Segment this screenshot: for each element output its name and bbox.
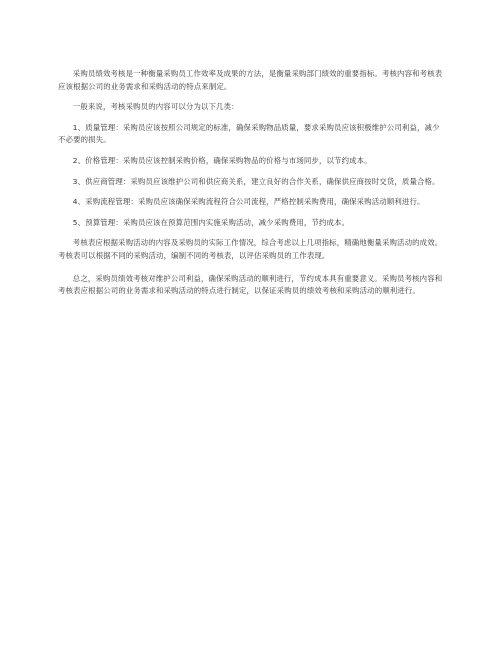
- intro-paragraph: 采购员绩效考核是一种衡量采购员工作效率及成果的方法，是衡量采购部门绩效的重要指标。考核内容和考核表应该根据公司的业务需求和采购活动的特点来制定。: [58, 69, 443, 91]
- conclusion-paragraph: 总之，采购员绩效考核对维护公司利益，确保采购活动的顺利进行，节约成本具有重要意义。采购员考核内容和考核表应根据公司的业务需求和采购活动的特点进行制定，以保证采购员的绩效考核和采购活动的顺利进行。: [58, 273, 443, 296]
- document-body: [58, 68, 446, 306]
- price-management-paragraph: 2、价格管理：采购员应该控制采购价格，确保采购物品的价格与市场同步，以节约成本。: [72, 155, 372, 165]
- budget-management-paragraph: 5、预算管理：采购员应该在预算范围内实施采购活动，减少采购费用，节约成本。: [72, 217, 350, 227]
- process-management-paragraph: 4、采购流程管理：采购员应该确保采购流程符合公司流程，严格控制采购费用，确保采购活动顺利进行。: [72, 197, 425, 207]
- categories-lead-paragraph: 一般来说，考核采购员的内容可以分为以下几类：: [72, 102, 239, 112]
- assessment-form-paragraph: 考核表应根据采购活动的内容及采购员的实际工作情况，综合考虑以上几项指标，精确地衡量采购活动的成效。考核表可以根据不同的采购活动，编制不同的考核表，以评估采购员的工作表现。: [58, 238, 443, 260]
- supplier-management-paragraph: 3、供应商管理：采购员应该维护公司和供应商关系，建立良好的合作关系，确保供应商按时交货，质量合格。: [72, 176, 440, 186]
- quality-management-paragraph: 1、质量管理：采购员应该按照公司规定的标准，确保采购物品质量，要求采购员应该积极维护公司利益，减少不必要的损失。: [58, 122, 440, 145]
